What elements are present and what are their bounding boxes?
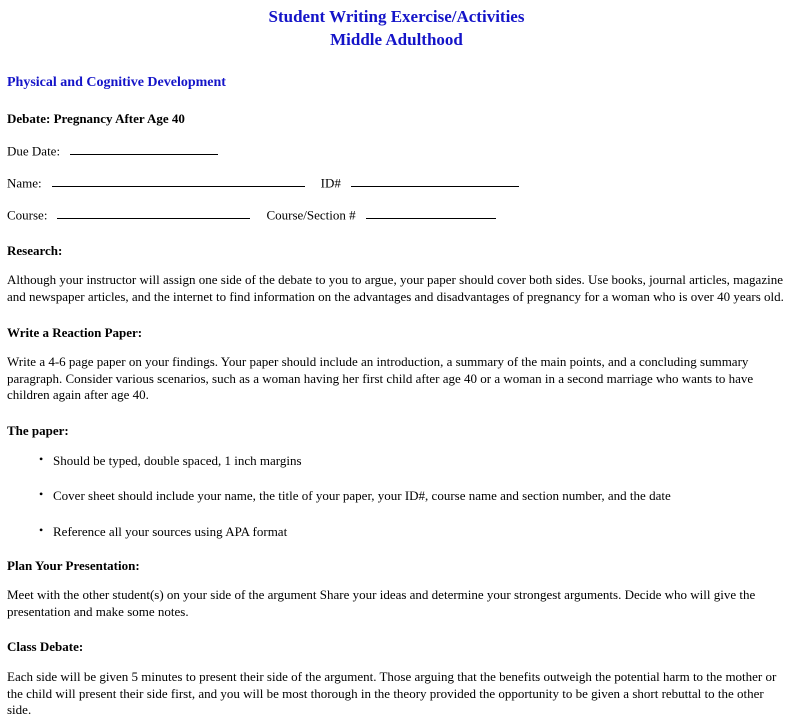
course-section-input-blank[interactable] — [366, 206, 496, 219]
due-date-label: Due Date: — [7, 143, 61, 159]
page-title — [7, 6, 786, 51]
id-input-blank[interactable] — [351, 174, 519, 187]
page-title-line-1: Student Writing Exercise/Activities — [268, 7, 525, 26]
plan-presentation-heading: Plan Your Presentation: — [7, 557, 140, 573]
reaction-paper-heading: Write a Reaction Paper: — [7, 324, 143, 340]
research-body: Although your instructor will assign one side of the debate to you to argue, your paper should cover both sides. Use books, journal articles, magazine and newspaper articles, and the internet to find information on the advantages and disadvantages of pregnancy for a woman who is over 40 years old. — [7, 272, 784, 304]
due-date-input-blank[interactable] — [70, 142, 218, 155]
class-debate-heading: Class Debate: — [7, 639, 84, 655]
debate-topic-heading: Debate: Pregnancy After Age 40 — [7, 111, 185, 127]
course-input-blank[interactable] — [57, 206, 250, 219]
paper-requirements-list — [7, 453, 786, 541]
course-section-label: Course/Section # — [266, 207, 356, 223]
name-id-row — [7, 174, 786, 192]
the-paper-heading: The paper: — [7, 423, 69, 439]
research-heading: Research: — [7, 242, 63, 258]
reaction-paper-body: Write a 4-6 page paper on your findings. Your paper should include an introduction, a summary of the main points, and a concluding summary paragraph. Consider various scenarios, such as a woman having her first child after age 40 or a woman in a second marriage who wants to have children again after age 40. — [7, 354, 754, 403]
course-label: Course: — [7, 207, 48, 223]
due-date-row — [7, 142, 786, 160]
class-debate-body: Each side will be given 5 minutes to present their side of the argument. Those arguing that the benefits outweigh the potential harm to the mother or the child will present their side first, and you will be most thorough in the theory provided the opportunity to be given a short rebuttal to the other side. — [7, 669, 777, 718]
section-heading-physical-cognitive: Physical and Cognitive Development — [7, 75, 226, 91]
name-label: Name: — [7, 175, 42, 191]
name-input-blank[interactable] — [52, 174, 305, 187]
page-title-line-2: Middle Adulthood — [330, 29, 463, 49]
plan-presentation-body: Meet with the other student(s) on your side of the argument Share your ideas and determine your strongest arguments. Decide who will give the presentation and make some notes. — [7, 587, 756, 619]
list-item: • Reference all your sources using APA format — [39, 524, 786, 541]
list-item: • Should be typed, double spaced, 1 inch margins — [39, 453, 786, 470]
list-item: • Cover sheet should include your name, the title of your paper, your ID#, course name and section number, and the date — [39, 488, 786, 505]
course-section-row — [7, 206, 786, 224]
id-label: ID# — [320, 175, 341, 191]
